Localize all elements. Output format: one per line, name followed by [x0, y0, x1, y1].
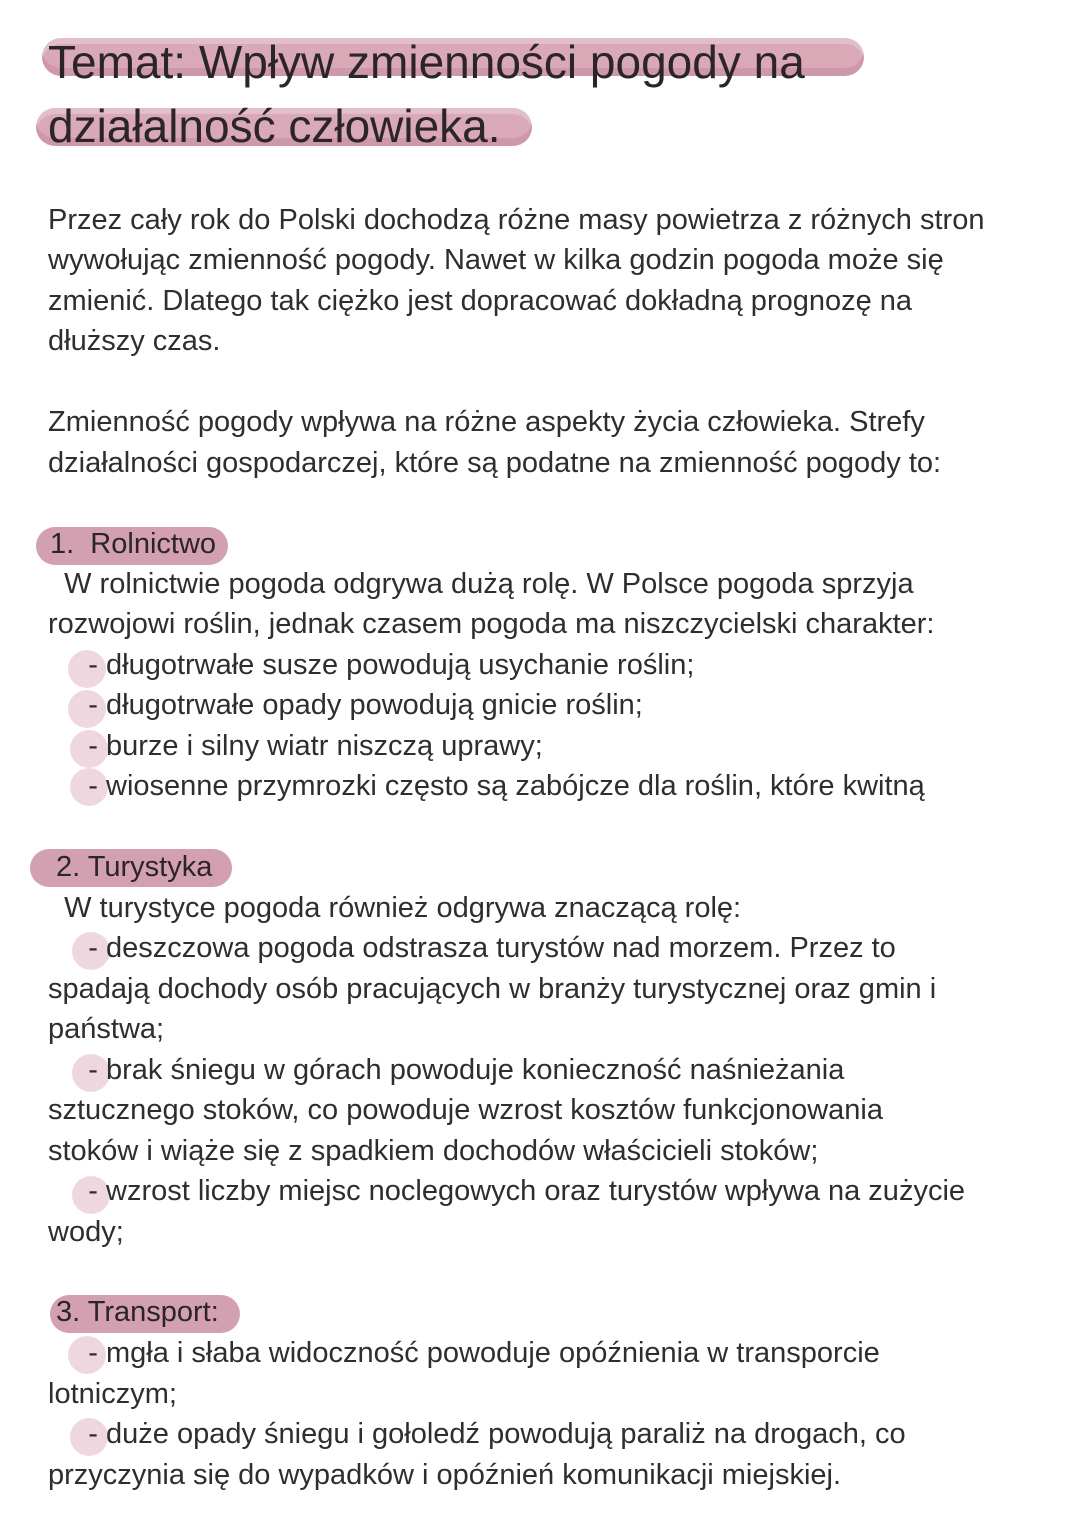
bullet-item: - długotrwałe opady powodują gnicie roślin;	[48, 689, 643, 721]
section-heading-transport: 3. Transport:	[56, 1296, 219, 1328]
bullet-item: - wzrost liczby miejsc noclegowych oraz turystów wpływa na zużycie	[48, 1175, 966, 1207]
paragraph-line: lotniczym;	[48, 1378, 177, 1410]
paragraph-line: państwa;	[48, 1013, 165, 1045]
intro2-line: Zmienność pogody wpływa na różne aspekty życia człowieka. Strefy	[48, 406, 925, 438]
intro2-line: działalności gospodarczej, które są podatne na zmienność pogody to:	[48, 447, 942, 479]
page-title-line-2: działalność człowieka.	[48, 100, 501, 152]
intro-line: wywołując zmienność pogody. Nawet w kilka godzin pogoda może się	[48, 244, 944, 276]
bullet-item: - brak śniegu w górach powoduje konieczność naśnieżania	[48, 1054, 845, 1086]
bullet-item: - duże opady śniegu i gołoledź powodują paraliż na drogach, co	[48, 1418, 906, 1450]
paragraph-line: sztucznego stoków, co powoduje wzrost kosztów funkcjonowania	[48, 1094, 883, 1126]
paragraph-line: rozwojowi roślin, jednak czasem pogoda ma niszczycielski charakter:	[48, 608, 935, 640]
intro-line: dłuższy czas.	[48, 325, 221, 357]
intro-line: Przez cały rok do Polski dochodzą różne masy powietrza z różnych stron	[48, 204, 985, 236]
paragraph-line: W turystyce pogoda również odgrywa znaczącą rolę:	[48, 892, 742, 924]
section-heading-turystyka: 2. Turystyka	[56, 851, 213, 883]
paragraph-line: wody;	[48, 1216, 124, 1248]
bullet-item: - deszczowa pogoda odstrasza turystów nad morzem. Przez to	[48, 932, 896, 964]
bullet-item: - wiosenne przymrozki często są zabójcze dla roślin, które kwitną	[48, 770, 925, 802]
section-heading-rolnictwo: 1. Rolnictwo	[50, 528, 217, 560]
intro-line: zmienić. Dlatego tak ciężko jest dopracować dokładną prognozę na	[48, 285, 913, 317]
bullet-item: - długotrwałe susze powodują usychanie roślin;	[48, 649, 695, 681]
bullet-item: - mgła i słaba widoczność powoduje opóźnienia w transporcie	[48, 1337, 880, 1369]
paragraph-line: stoków i wiąże się z spadkiem dochodów właścicieli stoków;	[48, 1135, 819, 1167]
paragraph-line: spadają dochody osób pracujących w branży turystycznej oraz gmin i	[48, 973, 937, 1005]
paragraph-line: przyczynia się do wypadków i opóźnień komunikacji miejskiej.	[48, 1459, 842, 1491]
paragraph-line: W rolnictwie pogoda odgrywa dużą rolę. W Polsce pogoda sprzyja	[48, 568, 914, 600]
page-title-line-1: Temat: Wpływ zmienności pogody na	[48, 36, 805, 88]
bullet-item: - burze i silny wiatr niszczą uprawy;	[48, 730, 543, 762]
